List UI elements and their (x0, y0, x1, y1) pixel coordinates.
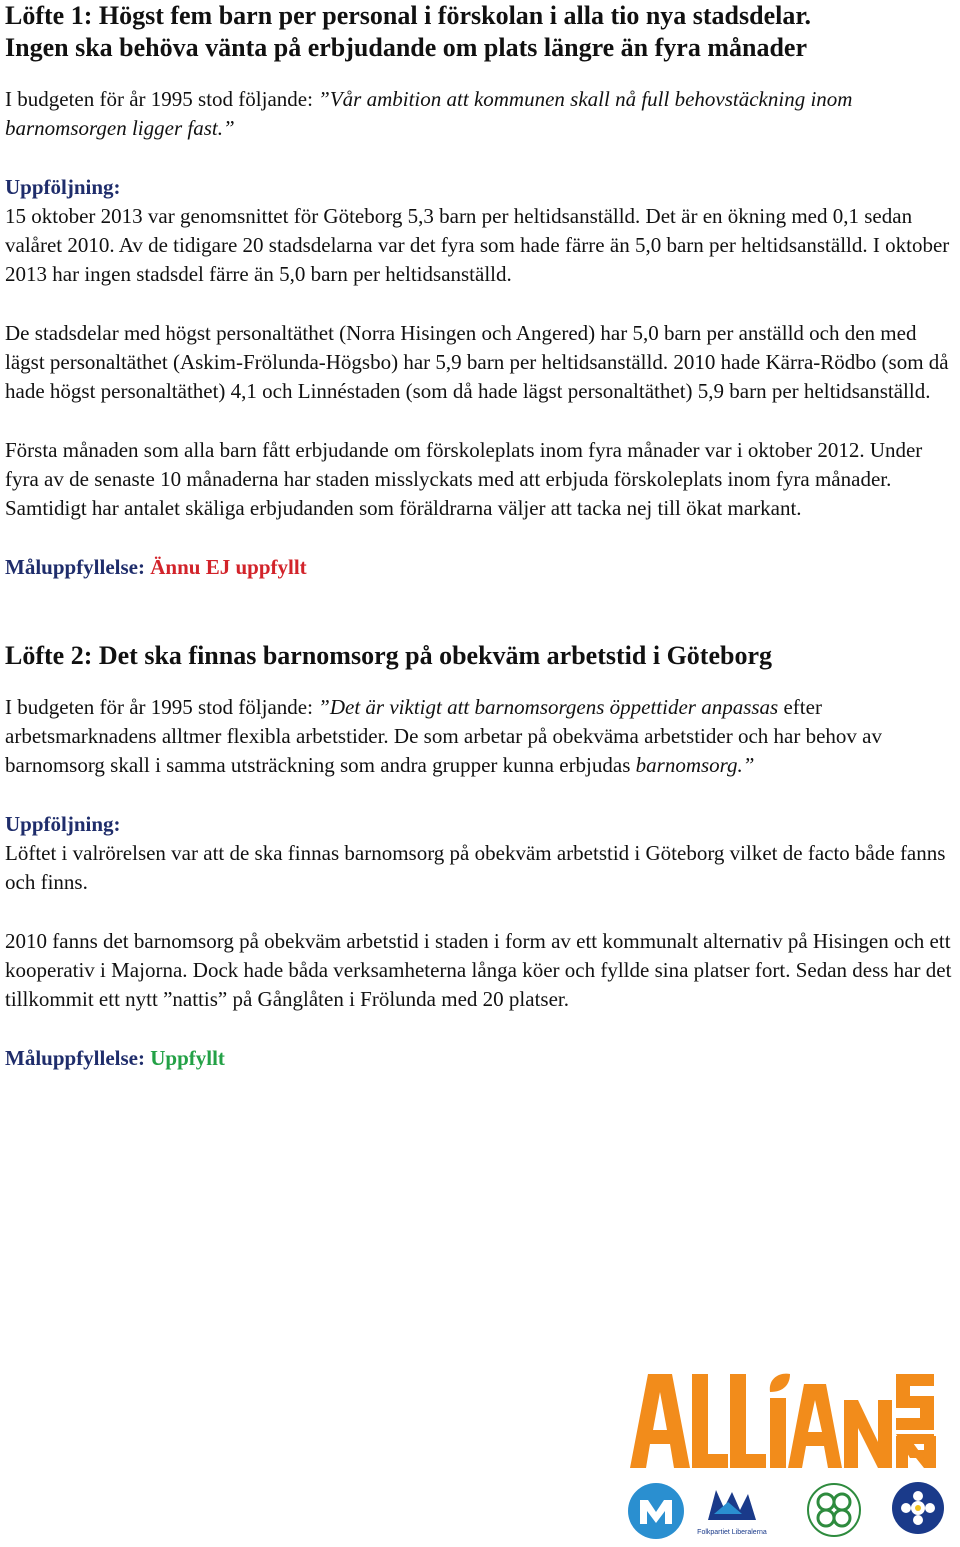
promise2-followup-text: Löftet i valrörelsen var att de ska finnas barnomsorg på obekväm arbetstid i Göteborg vilket de facto både fanns och finns. (5, 841, 946, 895)
promise2-followup-paragraph (5, 810, 957, 898)
promise1-status-label: Måluppfyllelse: (5, 554, 151, 579)
promise2-heading: Löfte 2: Det ska finnas barnomsorg på obekväm arbetstid i Göteborg (5, 640, 772, 670)
promise1-offer-paragraph: Första månaden som alla barn fått erbjudande om förskoleplats inom fyra månader var i oktober 2012. Under fyra av de senaste 10 månaderna har staden misslyckats med att erbjuda förskoleplats inom fyra månader. Samtidigt har antalet skäliga erbjudanden som föräldrarna väljer att tacka nej till ökat markant. (5, 437, 923, 521)
promise1-personnel-paragraph: De stadsdelar med högst personaltäthet (Norra Hisingen och Angered) har 5,0 barn per anställd och den med lägst personaltäthet (Askim-Frölunda-Högsbo) har 5,9 barn per heltidsanställd. 2010 hade Kärra-Rödbo (som då hade högst personaltäthet) 4,1 och Linnéstaden (som då hade lägst personaltäthet) 5,9 barn per heltidsanställd. (5, 320, 949, 404)
folkpartiet-logo-icon (697, 1490, 767, 1536)
promise1-status (5, 553, 957, 582)
promise2-status (5, 1044, 957, 1073)
promise1-followup-paragraph (5, 173, 957, 290)
promise2-budget-quote-c: barnomsorg.” (635, 753, 755, 778)
promise2-status-label: Måluppfyllelse: (5, 1045, 151, 1070)
promise1-heading (5, 0, 957, 64)
moderaterna-logo-icon (628, 1483, 684, 1539)
promise1-status-value: Ännu EJ uppfyllt (150, 554, 307, 579)
promise2-nattis-paragraph: 2010 fanns det barnomsorg på obekväm arbetstid i staden i form av ett kommunalt alternativ på Hisingen och ett kooperativ i Majorna. Dock hade båda verksamheterna långa köer och fyllde sina platser fort. Sedan dess har det tillkommit ett nytt ”nattis” på Gånglåten i Frölunda med 20 platser. (5, 928, 952, 1012)
promise1-budget-intro: I budgeten för år 1995 stod följande: (5, 87, 319, 111)
promise1-budget-quote: ”Vår ambition att kommunen skall nå full behovstäckning inom barnomsorgen ligger fast.” (5, 87, 853, 141)
promise2-followup-label: Uppföljning: (5, 811, 121, 836)
promise1-followup-text: 15 oktober 2013 var genomsnittet för Göteborg 5,3 barn per heltidsanställd. Det är en ökning med 0,1 sedan valåret 2010. Av de tidigare 20 stadsdelarna var det fyra som hade färre än 5,0 barn per heltidsanställd. I oktober 2013 har ingen stadsdel färre än 5,0 barn per heltidsanställd. (5, 203, 950, 287)
promise1-heading-line1: Löfte 1: Högst fem barn per personal i förskolan i alla tio nya stadsdelar. (5, 1, 812, 30)
promise2-budget-quote-a: ”Det är viktigt att barnomsorgens öppettider anpassas (318, 694, 779, 719)
promise1-heading-line2: Ingen ska behöva vänta på erbjudande om plats längre än fyra månader (5, 33, 808, 62)
folkpartiet-caption: Folkpartiet Liberalerna (697, 1529, 767, 1536)
centerpartiet-logo-icon (808, 1484, 860, 1536)
promise1-budget-paragraph (5, 85, 957, 144)
document-page (5, 0, 957, 1073)
promise2-budget-quote-b: efter arbetsmarknadens alltmer flexibla arbetstider. De som arbetar på obekväma arbetstider och har behov av barnomsorg skall i samma utsträckning som andra grupper kunna erbjudas (5, 694, 882, 778)
promise2-budget-intro: I budgeten för år 1995 stod följande: (5, 694, 319, 719)
promise1-followup-label: Uppföljning: (5, 174, 121, 199)
promise2-status-value: Uppfyllt (150, 1045, 225, 1070)
promise2-budget-paragraph (5, 693, 957, 781)
kristdemokraterna-logo-icon (892, 1482, 944, 1534)
alliansen-wordmark-icon (628, 1370, 950, 1470)
alliansen-logo (628, 1370, 950, 1542)
party-logos (628, 1480, 950, 1542)
